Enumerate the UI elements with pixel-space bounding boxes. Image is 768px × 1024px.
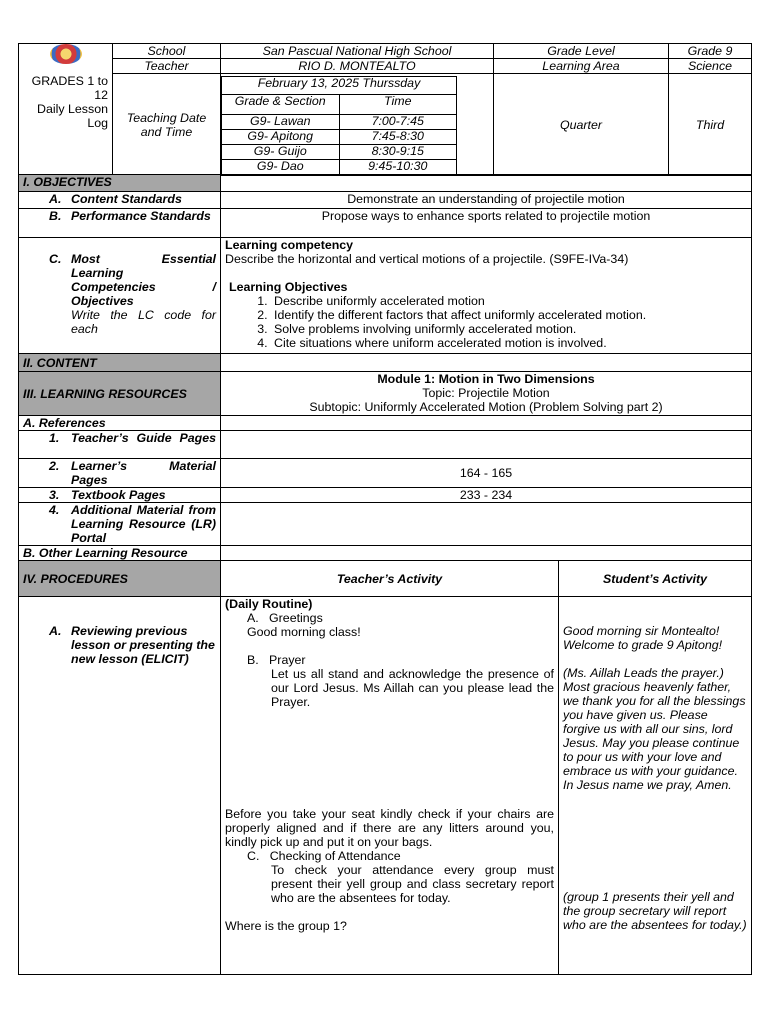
tg-value [221,431,752,459]
lm-label: Learner’s Material Pages [71,459,216,487]
schedule-time: 8:30-9:15 [339,145,457,160]
prayer-num: B. [247,653,259,667]
content-standards-label: Content Standards [71,192,182,206]
learning-area-label: Learning Area [494,59,669,74]
melc-label-line: Learning [71,266,124,280]
procedures-heading: IV. PROCEDURES [19,561,221,597]
other-resource-label: B. Other Learning Resource [19,546,221,561]
module-subtopic: Subtopic: Uniformly Accelerated Motion (Problem Solving part 2) [309,400,663,414]
schedule-section: G9- Lawan [222,115,340,130]
quarter: Third [669,74,752,176]
learning-objectives-list [225,294,747,350]
module-cell [221,372,752,416]
lm-num: 2. [49,459,60,473]
tg-label-cell [19,431,221,459]
daily-routine: (Daily Routine) [225,597,313,611]
tb-num: 3. [49,488,60,502]
schedule-header: Time [339,95,457,115]
lesson-body [18,174,751,975]
objectives-heading-label: I. OBJECTIVES [23,175,112,189]
performance-standards: Propose ways to enhance sports related to projectile motion [221,209,752,238]
student-activity-header: Student’s Activity [559,561,752,597]
student-group: (group 1 presents their yell and the group secretary will report who are the absentees for today.) [563,890,747,932]
greetings-num: A. [247,611,259,625]
elicit-num: A. [49,624,62,638]
teacher-name: RIO D. MONTEALTO [221,59,494,74]
schedule-section: G9- Guijo [222,145,340,160]
melc-label-line: Most Essential [71,252,216,266]
attendance-num: C. [247,849,260,863]
lr-value [221,503,752,546]
competency-heading: Learning competency [225,238,354,252]
module-topic: Topic: Projectile Motion [422,386,550,400]
performance-label: Performance Standards [71,209,211,223]
melc-content [221,238,752,354]
dll-title-line: 12 [94,88,108,102]
melc-num: C. [49,252,62,266]
dll-title-cell [19,44,113,176]
teacher-activity-header: Teacher’s Activity [221,561,559,597]
tg-num: 1. [49,431,60,445]
elicit-label: Reviewing previous lesson or presenting the new lesson (ELICIT) [71,624,215,666]
school-name: San Pascual National High School [221,44,494,59]
objectives-blank [221,175,752,192]
quarter-label: Quarter [494,74,669,176]
dll-title-line: Daily Lesson [37,102,108,116]
melc-label-line: Objectives [71,294,134,308]
references-label: A. References [19,416,221,431]
lr-label-cell [19,503,221,546]
greet-line: Good morning class! [247,625,361,639]
greetings: Greetings [269,611,323,625]
tg-label: Teacher’s Guide Pages [71,431,216,445]
objective-item: 1. Describe uniformly accelerated motion [271,294,747,308]
objective-item: 4. Cite situations where uniform accelerated motion is involved. [271,336,747,350]
lm-label-cell [19,459,221,488]
lr-label: Additional Material from Learning Resource (LR) Portal [71,503,216,545]
student-greeting: Good morning sir Montealto! Welcome to grade 9 Apitong! [563,624,723,652]
attendance-text: To check your attendance every group must present their yell group and class secretary report who are the absentees for today. [271,863,554,905]
schedule-header: Grade & Section [222,95,340,115]
elicit-label-cell [19,597,221,975]
teaching-date-label: Teaching Date and Time [113,74,221,176]
teaching-date: February 13, 2025 Thurssday [222,77,457,95]
content-blank [221,354,752,372]
seat-text: Before you take your seat kindly check if your chairs are properly aligned and if there are any litters around you, kindly pick up and put it on your bags. [225,807,554,849]
tb-label-cell [19,488,221,503]
grade-level-label: Grade Level [494,44,669,59]
grade-level: Grade 9 [669,44,752,59]
melc-label-cell [19,238,221,354]
module-title: Module 1: Motion in Two Dimensions [377,372,595,386]
schedule-section: G9- Apitong [222,130,340,145]
student-prayer: (Ms. Aillah Leads the prayer.) Most gracious heavenly father, we thank you for all the blessings you have given us. Please forgive us with all our sins, lord Jesus. May you please continue to pour us with your love and embrace us with your guidance. In Jesus name we pray, Amen. [563,666,746,792]
objectives-heading-cell [19,175,221,192]
content-standards-num: A. [49,192,62,206]
lm-value: 164 - 165 [221,459,752,488]
school-seal-icon [50,44,82,64]
objective-item: 3. Solve problems involving uniformly accelerated motion. [271,322,747,336]
objective-item: 2. Identify the different factors that affect uniformly accelerated motion. [271,308,747,322]
melc-note: Write the LC code for each [71,308,216,336]
group-question: Where is the group 1? [225,919,347,933]
content-standards: Demonstrate an understanding of projectile motion [221,192,752,209]
content-standards-label-cell [19,192,221,209]
other-resource-blank [221,546,752,561]
lr-num: 4. [49,503,60,517]
schedule-time: 7:45-8:30 [339,130,457,145]
learning-area: Science [669,59,752,74]
learning-objectives-heading: Learning Objectives [229,280,348,294]
tb-label: Textbook Pages [71,488,166,502]
prayer-text: Let us all stand and acknowledge the presence of our Lord Jesus. Ms Aillah can you please lead the Prayer. [271,667,554,709]
dll-title-line: Log [87,116,108,130]
competency-text: Describe the horizontal and vertical motions of a projectile. (S9FE-IVa-34) [225,252,629,266]
references-blank [221,416,752,431]
daily-lesson-log [18,43,751,176]
attendance: Checking of Attendance [269,849,401,863]
melc-label-line: Competencies / [71,280,216,294]
prayer: Prayer [269,653,306,667]
schedule-time: 9:45-10:30 [339,160,457,175]
tb-value: 233 - 234 [221,488,752,503]
performance-num: B. [49,209,62,223]
performance-label-cell [19,209,221,238]
dll-title-line: GRADES 1 to [31,74,108,88]
teacher-activity-cell [221,597,559,975]
schedule-time: 7:00-7:45 [339,115,457,130]
schedule-cell [221,74,494,176]
content-heading: II. CONTENT [19,354,221,372]
resources-heading: III. LEARNING RESOURCES [19,372,221,416]
school-label: School [113,44,221,59]
teacher-label: Teacher [113,59,221,74]
schedule-table [221,76,457,175]
student-activity-cell [559,597,752,975]
schedule-section: G9- Dao [222,160,340,175]
